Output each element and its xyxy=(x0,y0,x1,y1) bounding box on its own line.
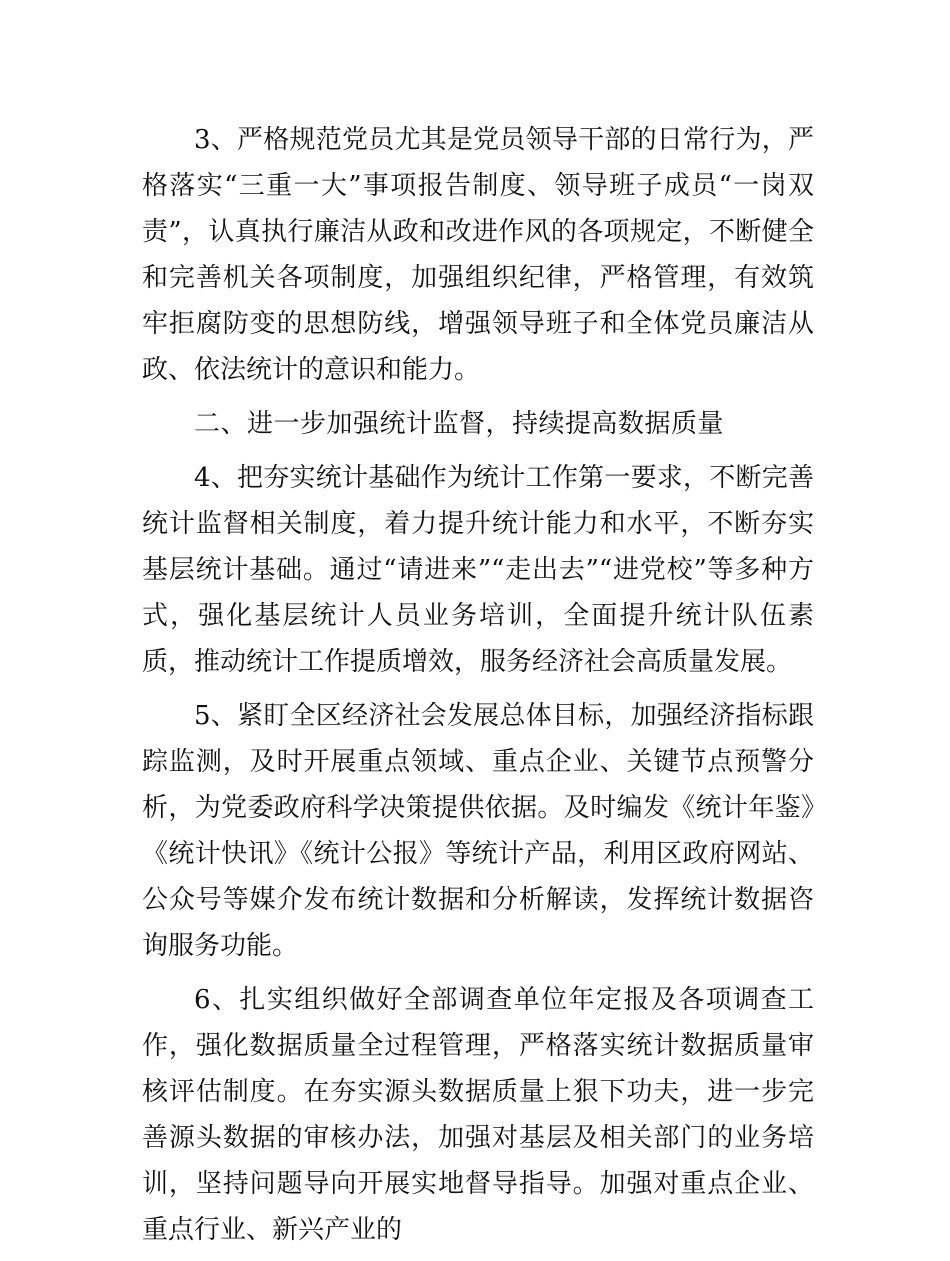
paragraph-item-5: 5、紧盯全区经济社会发展总体目标，加强经济指标跟踪监测，及时开展重点领域、重点企业、关键节点预警分析，为党委政府科学决策提供依据。及时编发《统计年鉴》《统计快讯》《统计公报》等统计产品，利用区政府网站、公众号等媒介发布统计数据和分析解读，发挥统计数据咨询服务功能。 xyxy=(142,701,814,961)
paragraph-item-3: 3、严格规范党员尤其是党员领导干部的日常行为，严格落实“三重一大”事项报告制度、领导班子成员“一岗双责”，认真执行廉洁从政和改进作风的各项规定，不断健全和完善机关各项制度，加强组织纪律，严格管理，有效筑牢拒腐防变的思想防线，增强领导班子和全体党员廉洁从政、依法统计的意识和能力。 xyxy=(142,125,814,385)
paragraph-item-6: 6、扎实组织做好全部调查单位年定报及各项调查工作，强化数据质量全过程管理，严格落实统计数据质量审核评估制度。在夯实源头数据质量上狠下功夫，进一步完善源头数据的审核办法，加强对基层及相关部门的业务培训，坚持问题导向开展实地督导指导。加强对重点企业、重点行业、新兴产业的 xyxy=(142,985,814,1245)
document-body xyxy=(142,117,814,1261)
paragraph-item-4: 4、把夯实统计基础作为统计工作第一要求，不断完善统计监督相关制度，着力提升统计能力和水平，不断夯实基层统计基础。通过“请进来”“走出去”“进党校”等多种方式，强化基层统计人员业务培训，全面提升统计队伍素质，推动统计工作提质增效，服务经济社会高质量发展。 xyxy=(142,463,814,677)
section-heading: 二、进一步加强统计监督，持续提高数据质量 xyxy=(194,409,725,439)
